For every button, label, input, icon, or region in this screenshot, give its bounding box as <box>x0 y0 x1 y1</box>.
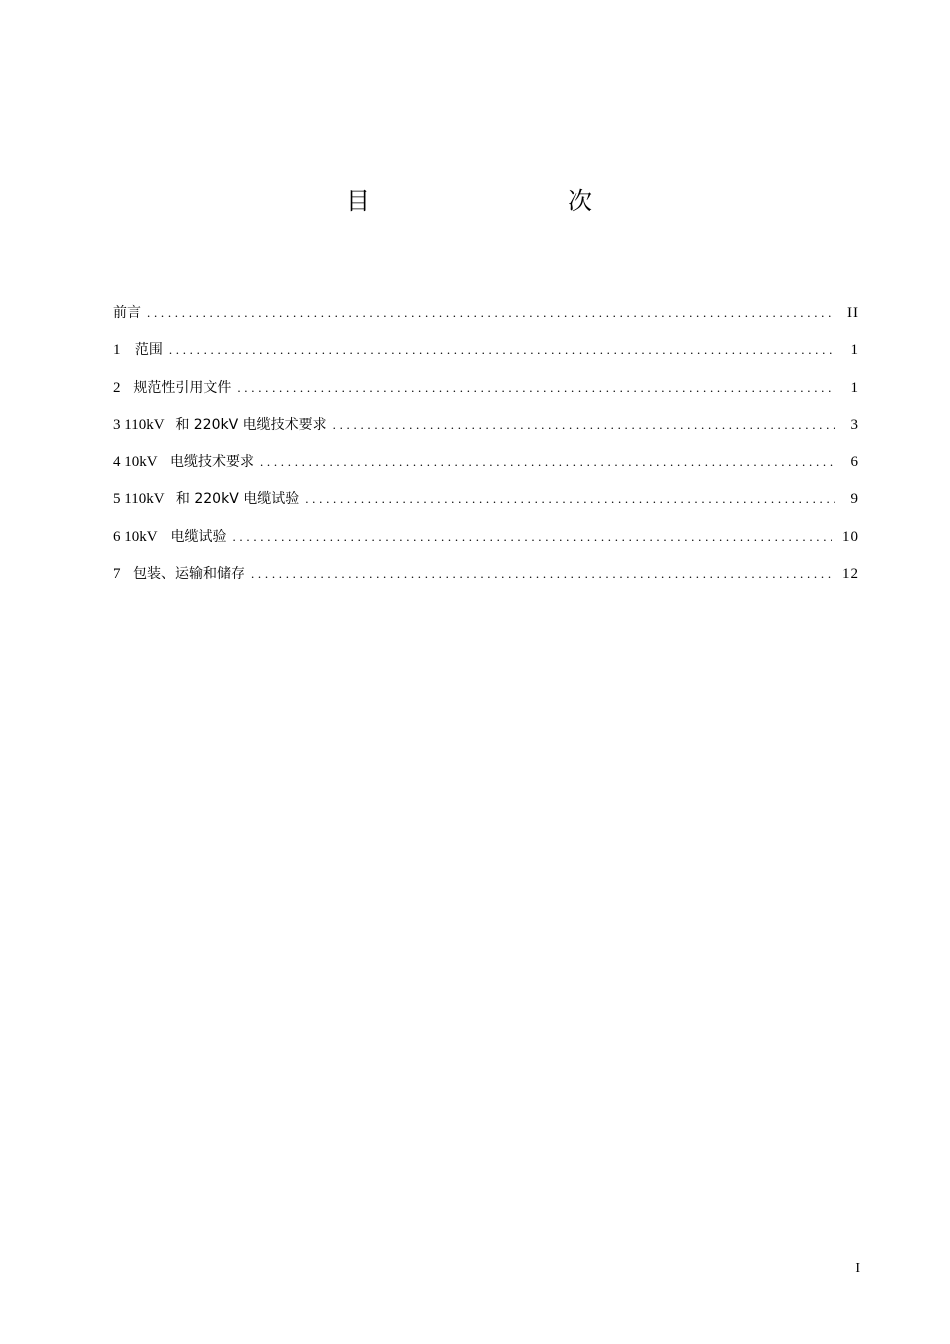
toc-leader-dots <box>260 451 835 473</box>
toc-entry-title: 电缆技术要求 <box>169 454 254 471</box>
table-of-contents <box>113 302 859 600</box>
toc-entry-number: 2 <box>113 379 121 396</box>
toc-entry-page: 12 <box>842 566 859 583</box>
toc-leader-dots <box>333 414 835 436</box>
toc-entry-page: 6 <box>850 454 859 471</box>
toc-entry-page: 10 <box>842 528 859 545</box>
toc-entry-number: 1 <box>113 342 121 359</box>
toc-entry-page: 3 <box>850 416 859 433</box>
toc-entry-7[interactable] <box>113 563 859 600</box>
toc-entry-3[interactable] <box>113 414 859 451</box>
toc-entry-title: 和 220kV 电缆技术要求 <box>175 416 327 433</box>
toc-entry-number: 6 10kV <box>113 528 158 545</box>
toc-entry-6[interactable] <box>113 526 859 563</box>
toc-entry-page: 1 <box>850 379 859 396</box>
page-title: 目 次 <box>346 187 642 215</box>
toc-leader-dots <box>251 563 832 585</box>
toc-entry-title: 前言 <box>113 305 141 321</box>
toc-entry-page: II <box>847 305 859 321</box>
toc-leader-dots <box>169 339 835 361</box>
toc-entry-1[interactable] <box>113 339 859 376</box>
toc-entry-page: 1 <box>850 342 859 359</box>
toc-entry-title: 包装、运输和储存 <box>132 566 245 583</box>
toc-entry-title: 电缆试验 <box>170 528 227 545</box>
toc-entry-number: 5 110kV <box>113 491 165 508</box>
toc-entry-number: 3 110kV <box>113 416 165 433</box>
toc-entry-number: 7 <box>113 566 121 583</box>
toc-entry-page: 9 <box>850 491 859 508</box>
toc-entry-4[interactable] <box>113 451 859 488</box>
toc-entry-5[interactable] <box>113 488 859 525</box>
toc-leader-dots <box>237 377 835 399</box>
toc-entry-2[interactable] <box>113 377 859 414</box>
toc-leader-dots <box>305 488 835 510</box>
toc-leader-dots <box>147 302 835 324</box>
toc-entry-number: 4 10kV <box>113 454 158 471</box>
toc-leader-dots <box>232 526 832 548</box>
toc-entry-title: 和 220kV 电缆试验 <box>175 491 300 508</box>
footer-page-number: I <box>855 1261 860 1276</box>
toc-entry-title: 范围 <box>134 342 163 359</box>
toc-entry-title: 规范性引用文件 <box>133 379 232 396</box>
toc-entry-preface[interactable] <box>113 302 859 339</box>
